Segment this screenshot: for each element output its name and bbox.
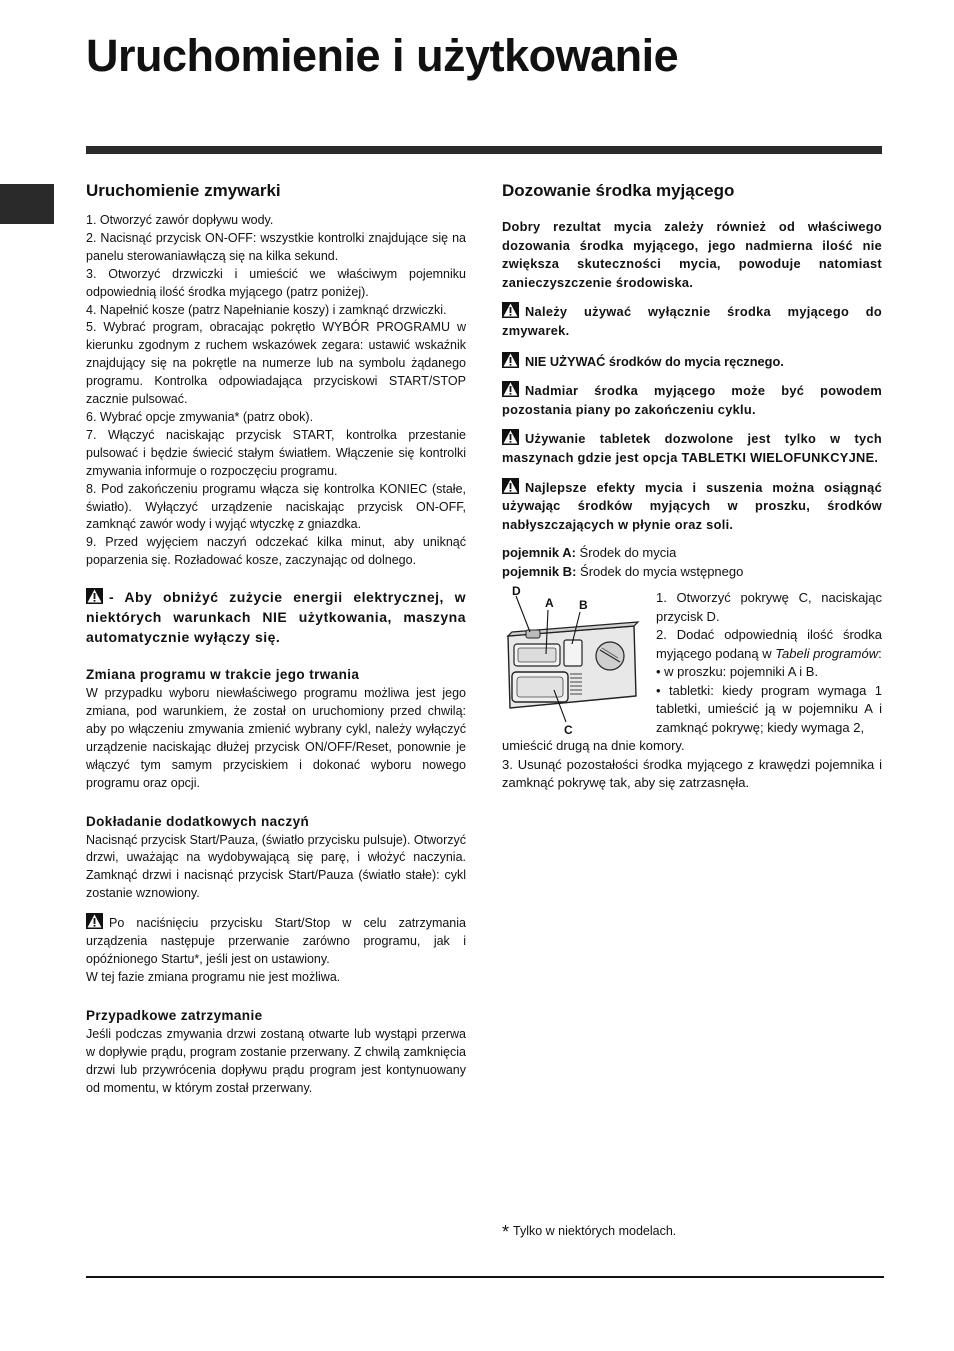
warning-text: Używanie tabletek dozwolone jest tylko w tych maszynach gdzie jest opcja TABLETKI WIELOFUNKCYJNE.: [502, 431, 882, 465]
top-divider: [86, 146, 882, 154]
instruction-tablets-cont: umieścić drugą na dnie komory.: [502, 738, 685, 754]
footnote: [502, 1222, 676, 1243]
container-a-label: pojemnik A:: [502, 545, 576, 561]
warning-text: NIE UŻYWAĆ środków do mycia ręcznego.: [525, 353, 784, 369]
dispenser-diagram: [502, 580, 650, 740]
page-title: Uruchomienie i użytkowanie: [86, 30, 679, 81]
list-item: 3. Otworzyć drzwiczki i umieścić we właściwym pojemniku odpowiednią ilość środka myjącego (patrz poniżej).: [86, 266, 466, 299]
stop-warning-text: Po naciśnięciu przycisku Start/Stop w celu zatrzymania urządzenia następuje przerwanie zarówno programu, jak i opóźnionego Startu*, jeśli jest on ustawiony.: [86, 916, 466, 966]
container-a-line: [502, 544, 882, 563]
detergent-warning: [502, 381, 882, 419]
instructions-text: [656, 589, 882, 737]
instruction-tablets: • tabletki: kiedy program wymaga 1 tabletki, umieścić ją w pojemniku A i zamknąć pokrywę; kiedy wymaga 2,: [656, 682, 882, 735]
instruction-colon: :: [878, 645, 882, 661]
section-heading-accidental-stop: Przypadkowe zatrzymanie: [86, 1007, 263, 1023]
start-steps-list: [86, 212, 466, 570]
side-tab-marker: [0, 184, 54, 224]
label-a: A: [545, 596, 554, 610]
container-b-text: Środek do mycia wstępnego: [580, 563, 744, 579]
container-b-label: pojemnik B:: [502, 563, 577, 579]
warning-icon: [502, 478, 519, 494]
section-heading-change-program: Zmiana programu w trakcie jego trwania: [86, 667, 360, 683]
label-c: C: [564, 723, 573, 737]
list-item: 6. Wybrać opcje zmywania* (patrz obok).: [86, 409, 314, 424]
detergent-warning: [502, 429, 882, 467]
warning-icon: [502, 381, 519, 397]
list-item: 5. Wybrać program, obracając pokrętło WYBÓR PROGRAMU w kierunku zgodnym z ruchem wskazówek zegara: ustawić wskaźnik znajdujący się na pokrętle na numerze lub na symbolu żądanego programu. Kontrolka odpowiadająca przyciskowi START/STOP zacznie pulsować.: [86, 320, 466, 407]
list-item: 1. Otworzyć zawór dopływu wody.: [86, 213, 274, 227]
instruction-step-2: [656, 626, 882, 663]
label-b: B: [579, 598, 588, 612]
instruction-step-1: 1. Otworzyć pokrywę C, naciskając przycisk D.: [656, 590, 882, 624]
footnote-text: Tylko w niektórych modelach.: [513, 1224, 677, 1238]
warning-icon: [502, 302, 519, 318]
warning-icon: [86, 913, 103, 929]
warning-icon: [86, 588, 103, 604]
instruction-powder: • w proszku: pojemniki A i B.: [656, 664, 819, 680]
footnote-star: *: [502, 1222, 510, 1242]
add-dishes-text: Nacisnąć przycisk Start/Pauza, (światło przycisku pulsuje). Otworzyć drzwi, uważając na wydobywającą się parę, i włożyć naczynia. Zamknąć drzwi i nacisnąć przycisk Start/Pauza (światło stałe): cykl zostanie wznowiony.: [86, 832, 466, 901]
section-heading-add-dishes: Dokładanie dodatkowych naczyń: [86, 813, 310, 829]
accidental-stop-text: Jeśli podczas zmywania drzwi zostaną otwarte lub wystąpi przerwa w dopływie prądu, program zostanie przerwany. Z chwilą zamknięcia drzwi lub przywrócenia dopływu prądu program jest kontynuowany od momentu, w którym został przerwany.: [86, 1026, 466, 1095]
warning-text: Najlepsze efekty mycia i suszenia można osiągnąć używając środków myjących w proszku, środków nabłyszczających w płynie oraz soli.: [502, 479, 882, 532]
bottom-divider: [86, 1276, 884, 1278]
change-program-text: W przypadku wyboru niewłaściwego programu możliwa jest jego zmiana, pod warunkiem, że został on uruchomiony przed chwilą: aby po włączeniu zmywania zmienić wybrany cykl, należy wyłączyć urządzenie naciskając dłużej przycisk ON/OFF/Reset, ponownie je włączyć tym samym przyciskiem i dokonać wyboru nowego programu oraz opcji.: [86, 686, 466, 790]
section-heading-detergent: Dozowanie środka myjącego: [502, 181, 735, 200]
instruction-step-2-text: 2. Dodać odpowiednią ilość środka myjącego podaną w: [656, 627, 882, 661]
dispenser-illustration: [502, 580, 650, 740]
detergent-warning: [502, 302, 882, 340]
list-item: 7. Włączyć naciskając przycisk START, kontrolka przestanie pulsować i będzie świecić stałym światłem. Włączenie się kontrolki zmywania informuje o rozpoczęciu programu.: [86, 427, 466, 478]
list-item: 9. Przed wyjęciem naczyń odczekać kilka minut, aby uniknąć poparzenia się. Rozładować kosze, zaczynając od dolnego.: [86, 535, 466, 568]
energy-warning: [86, 587, 466, 647]
warning-icon: [502, 352, 519, 368]
program-table-ref: Tabeli programów: [775, 645, 879, 661]
container-a-text: Środek do mycia: [579, 545, 677, 561]
stop-note: W tej fazie zmiana programu nie jest możliwa.: [86, 969, 341, 984]
list-item: 2. Nacisnąć przycisk ON-OFF: wszystkie kontrolki znajdujące się na panelu sterowaniawłączą się na kilka sekund.: [86, 230, 466, 263]
section-heading-start: Uruchomienie zmywarki: [86, 181, 281, 200]
list-item: 8. Pod zakończeniu programu włącza się kontrolka KONIEC (stałe, światło). Wyłączyć urządzenie naciskając przycisk ON-OFF, zamknąć zawór wody i wyjąć wtyczkę z gniazdka.: [86, 481, 466, 532]
detergent-intro: Dobry rezultat mycia zależy również od właściwego dozowania środka myjącego, jego nadmierna ilość nie zwiększa skuteczności mycia, powoduje natomiast zanieczyszczenie środowiska.: [502, 219, 882, 290]
left-column: [86, 176, 466, 1097]
warning-text: Należy używać wyłącznie środka myjącego do zmywarek.: [502, 304, 882, 338]
detergent-warning: [502, 478, 882, 535]
warning-icon: [502, 429, 519, 445]
energy-warning-text: - Aby obniżyć zużycie energii elektrycznej, w niektórych warunkach NIE użytkowania, maszyna automatycznie wyłączy się.: [86, 589, 466, 646]
stop-warning: [86, 913, 466, 969]
container-b-line: [502, 563, 882, 582]
list-item: 4. Napełnić kosze (patrz Napełnianie koszy) i zamknąć drzwiczki.: [86, 302, 447, 317]
warning-text: Nadmiar środka myjącego może być powodem pozostania piany po zakończeniu cyklu.: [502, 383, 882, 417]
label-d: D: [512, 584, 521, 598]
instruction-step-3: 3. Usunąć pozostałości środka myjącego z krawędzi pojemnika i zamknąć pokrywę tak, aby się zatrzasnęła.: [502, 756, 882, 791]
detergent-warning: [502, 352, 882, 372]
